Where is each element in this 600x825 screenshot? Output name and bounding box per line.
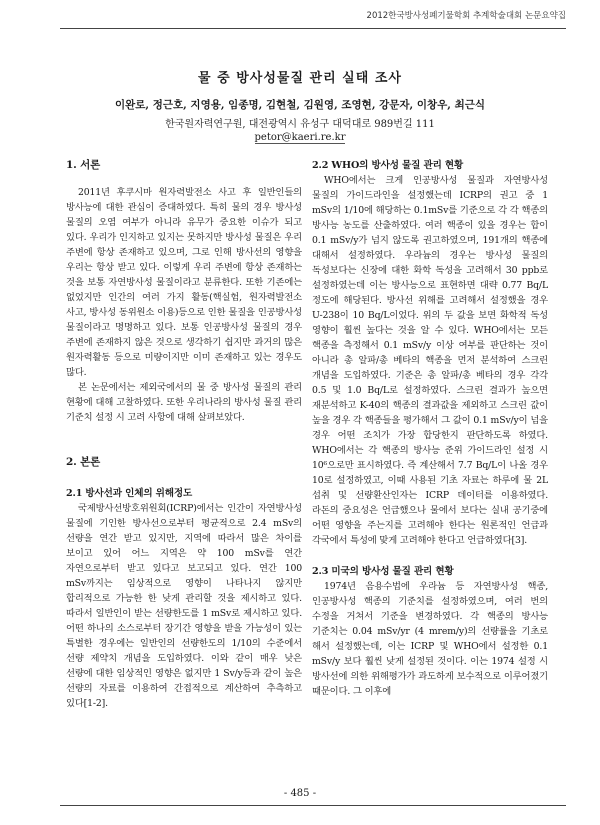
section-2-2-paragraph: WHO에서는 크게 인공방사성 물질과 자연방사성 물질의 가이드라인을 설정했는데 ICRP의 권고 중 1 mSv의 1/10에 해당하는 0.1mSv를 기준으로 각 각 핵종의 방사능 농도를 산출하였다. 여러 핵종이 있을 경우는 합이 0.1 mSv/y가 넘지 않도록 권고하였으며, 191개의 핵종에 대해서 설정하였다. 우라늄의 경우는 방사성 물질의 독성보다는 신장에 대한 화학 독성을 고려해서 30 ppb로 설정하였는데 이는 방사능으로 표현하면 대략 0.77 Bq/L 정도에 해당된다. 방사선 위해를 고려해서 설정했을 경우 U-238이 10 Bq/L이었다. 위의 두 값을 보면 화학적 독성 영향이 훨씬 높다는 것을 알 수 있다. WHO에서는 모든 핵종을 측정해서 0.1 mSv/y 이상 여부를 판단하는 것이 아니라 총 알파/총 베타의 핵종을 먼저 분석하여 스크린 개념을 도입하였다. 기준은 총 알파/총 베타의 경우 각각 0.5 및 1.0 Bq/L로 설정하였다. 스크린 결과가 높으면 재분석하고 K-40의 핵종의 결과값을 제외하고 스크린 값이 높을 경우 각 핵종들을 평가해서 그 값이 0.1 mSv/y이 넘을 경우 어떤 조치가 가장 합당한지 판단하도록 하였다. WHO에서는 각 핵종의 방사능 준위 가이드라인 설정 시 10⁶으로만 표시하였다. 즉 계산해서 7.7 Bq/L이 나올 경우 10로 설정하였고, 이때 사용된 기초 자료는 하루에 물 2L 섭취 및 선량환산인자는 ICRP 데이터를 이용하였다. 라돈의 중요성은 언급했으나 물에서 보다는 실내 공기중에 어떤 영향을 주는지를 고려해야 한다는 원론적인 언급과 각국에서 특성에 맞게 고려해야 한다고 언급하였다[3]. xyxy=(312,175,548,546)
left-column xyxy=(66,158,302,711)
email-link[interactable]: petor@kaeri.re.kr xyxy=(254,132,346,143)
footer-rule xyxy=(60,805,566,806)
intro-paragraph-2: 본 논문에서는 제외국에서의 물 중 방사성 물질의 관리 현황에 대해 고찰하였다. 또한 우리나라의 방사성 물질 관리 기준치 설정 시 고려 사항에 대해 살펴보았다. xyxy=(66,382,302,423)
section-2-3-heading: 2.3 미국의 방사성 물질 관리 현황 xyxy=(312,566,454,577)
body-heading: 2. 본론 xyxy=(66,456,101,468)
journal-header: 2012한국방사성폐기물학회 추계학술대회 논문요약집 xyxy=(366,11,566,21)
section-2-3-paragraph: 1974년 음용수법에 우라늄 등 자연방사성 핵종, 인공방사성 핵종의 기준치를 설정하였으며, 여러 번의 수정을 거쳐서 기준을 변경하였다. 각 핵종의 방사능 기준치는 0.04 mSv/yr (4 mrem/y)의 선량률을 기초로 해서 설정했는데, 이는 ICRP 및 WHO에서 설정한 0.1 mSv/y 보다 훨씬 낮게 설정된 것이다. 이는 1974 설정 시 방사선에 의한 위해평가가 과도하게 보수적으로 이루어졌기 때문이다. 그 이후에 xyxy=(312,581,548,697)
author-list: 이완로, 정근호, 지영용, 임종명, 김현철, 김원영, 조영현, 강문자, 이창우, 최근식 xyxy=(114,99,486,111)
paper-title: 물 중 방사성물질 관리 실태 조사 xyxy=(198,71,402,86)
right-column xyxy=(312,158,548,699)
email-line xyxy=(0,132,600,143)
intro-paragraph-1: 2011년 후쿠시마 원자력발전소 사고 후 일반인들의 방사능에 대한 관심이 증대하였다. 특히 물의 경우 방사성 물질의 오염 여부가 아니라 유무가 중요한 이슈가 되고 있다. 우리가 인지하고 있지는 못하지만 방사성 물질은 우리 주변에 항상 존재하고 있으며, 그로 인해 방사선의 영향을 우리는 항상 받고 있다. 이렇게 우리 주변에 항상 존재하는 것을 보통 자연방사성 물질이라고 분류한다. 또한 기존에는 없었지만 인간의 여러 가지 활동(핵실험, 원자력발전소 사고, 방사성 동위원소 이용)등으로 인한 물질을 인공방사성 물질이라고 명명하고 있다. 보통 인공방사성 물질의 경우 주변에 존재하지 않은 것으로 생각하기 쉽지만 과거의 많은 원자력활동 등으로 미량이지만 이미 존재하고 있는 경우도 많다. xyxy=(66,187,302,378)
intro-heading: 1. 서론 xyxy=(66,159,101,171)
affiliation: 한국원자력연구원, 대전광역시 유성구 대덕대로 989번길 111 xyxy=(165,119,435,130)
section-2-1-heading: 2.1 방사선과 인체의 위해정도 xyxy=(66,488,193,499)
section-2-1-paragraph: 국제방사선방호위원회(ICRP)에서는 인간이 자연방사성 물질에 기인한 방사선으로부터 평균적으로 2.4 mSv의 선량을 연간 받고 있지만, 지역에 따라서 많은 차이를 보이고 있어 어느 지역은 약 100 mSv를 연간 자연으로부터 받고 있다고 보고되고 있다. 연간 100 mSv까지는 임상적으로 영향이 나타나지 않지만 합리적으로 가능한 한 낮게 관리할 것을 제시하고 있다. 따라서 일반인이 받는 선량한도를 1 mSv로 제시하고 있다. 어떤 하나의 소스로부터 장기간 영향을 받을 가능성이 있는 특별한 경우에는 일반인의 선량한도의 1/10의 수준에서 선량 제약치 개념을 도입하였다. 이와 같이 매우 낮은 선량에 대한 임상적인 영향은 없지만 1 Sv/y등과 같이 높은 선량의 자료를 이용하여 간접적으로 계산하여 추측하고 있다[1-2]. xyxy=(66,503,302,709)
section-2-2-heading: 2.2 WHO의 방사성 물질 관리 현황 xyxy=(312,160,464,171)
header-rule xyxy=(60,28,566,29)
page-number: - 485 - xyxy=(283,788,317,799)
